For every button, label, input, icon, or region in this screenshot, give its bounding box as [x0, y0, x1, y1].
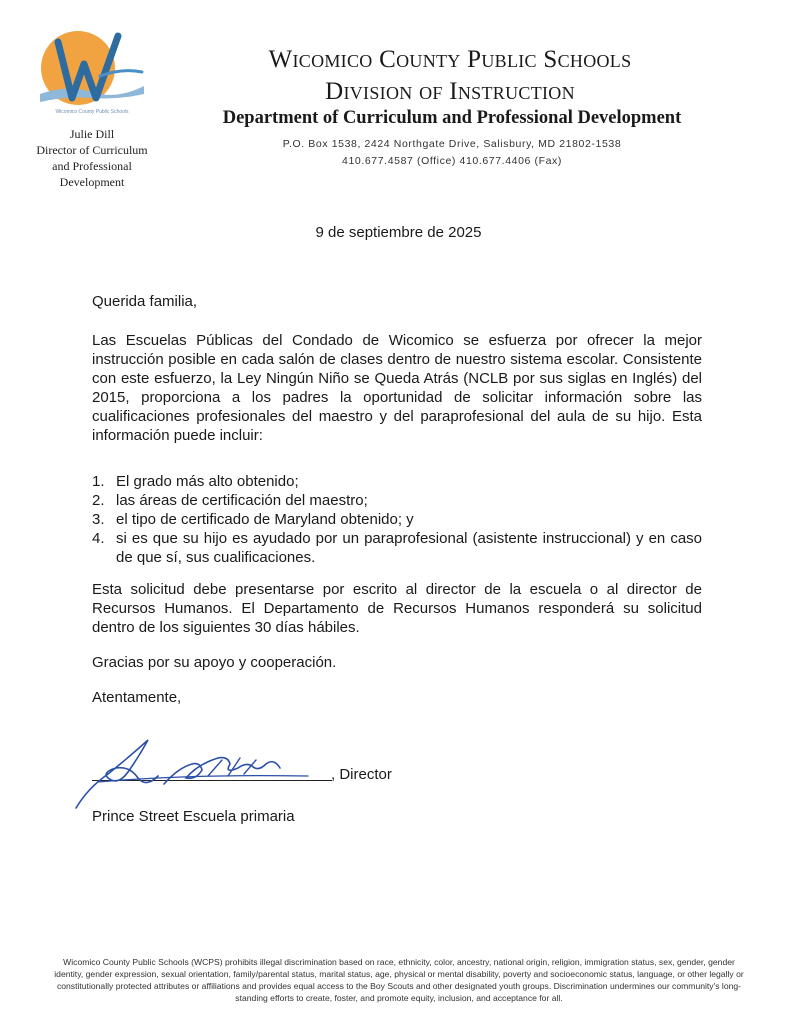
division-name: Division of Instruction: [325, 78, 575, 105]
handwritten-signature: [68, 728, 328, 818]
school-name: Prince Street Escuela primaria: [92, 808, 295, 825]
paragraph-2: Esta solicitud debe presentarse por escrito al director de la escuela o al director de Recursos Humanos. El Departamento de Recursos Humanos responderá su solicitud dentro de los siguientes 30 días hábiles.: [92, 581, 702, 636]
list-item-text: El grado más alto obtenido;: [116, 473, 299, 490]
list-item-number: 1.: [92, 473, 105, 490]
sender-name: Julie Dill: [69, 127, 115, 141]
list-item: [92, 491, 702, 510]
thanks-line: Gracias por su apoyo y cooperación.: [92, 654, 337, 671]
sender-title-line3: Development: [59, 175, 125, 189]
info-list: [92, 472, 702, 567]
list-item: [92, 510, 702, 529]
address-line: P.O. Box 1538, 2424 Northgate Drive, Salisbury, MD 21802-1538: [282, 138, 622, 150]
list-item-text: las áreas de certificación del maestro;: [116, 492, 368, 509]
signature-title: , Director: [331, 766, 392, 783]
list-item-number: 3.: [92, 511, 105, 528]
list-item-text: si es que su hijo es ayudado por un paraprofesional (asistente instruccional) y en caso de que sí, sus cualificaciones.: [116, 530, 702, 566]
paragraph-1: Las Escuelas Públicas del Condado de Wicomico se esfuerza por ofrecer la mejor instrucción posible en cada salón de clases dentro de nuestro sistema escolar. Consistente con este esfuerzo, la Ley Ningún Niño se Queda Atrás (NCLB por sus siglas en Inglés) del 2015, proporciona a los padres la oportunidad de solicitar información sobre las cualificaciones profesionales del maestro y del paraprofesional del aula de su hijo. Esta información puede incluir:: [92, 332, 702, 444]
wcps-logo: [38, 28, 146, 118]
department-name: Department of Curriculum and Professional Development: [222, 108, 682, 128]
greeting: Querida familia,: [92, 293, 198, 310]
letter-date: 9 de septiembre de 2025: [315, 224, 482, 241]
sender-title-line2: and Professional: [52, 159, 132, 173]
list-item-number: 2.: [92, 492, 105, 509]
list-item: [92, 529, 702, 567]
phone-line: 410.677.4587 (Office) 410.677.4406 (Fax): [342, 155, 562, 167]
org-name: Wicomico County Public Schools: [268, 46, 632, 73]
closing: Atentamente,: [92, 689, 182, 706]
sender-block: [18, 126, 166, 190]
list-item-text: el tipo de certificado de Maryland obtenido; y: [116, 511, 414, 528]
logo-caption: Wicomico County Public Schools: [55, 109, 129, 115]
list-item-number: 4.: [92, 530, 105, 547]
list-item: [92, 472, 702, 491]
sender-title-line1: Director of Curriculum: [36, 143, 148, 157]
nondiscrimination-notice: Wicomico County Public Schools (WCPS) prohibits illegal discrimination based on race, ethnicity, color, ancestry, national origin, religion, immigration status, sex, gender, gender identity, gender expression, sexual orientation, family/parental status, marital status, age, physical or mental disability, poverty and socioeconomic status, language, or other legally or constitutionally protected attributes or affiliations and provides equal access to the Boy Scouts and other designated youth groups. Discrimination undermines our community's long-standing efforts to create, foster, and promote equity, inclusion, and acceptance for all.: [54, 957, 744, 1003]
